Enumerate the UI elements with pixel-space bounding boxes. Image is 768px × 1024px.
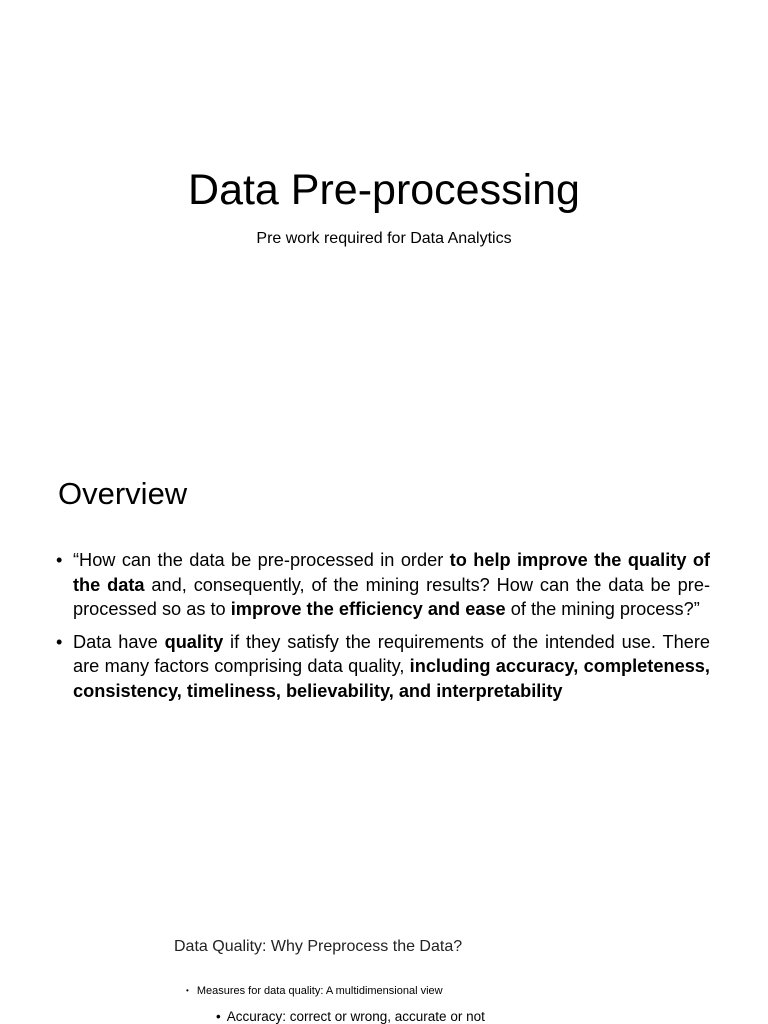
slide-title-heading: Data Pre-processing [188,166,580,214]
slide-subtitle: Pre work required for Data Analytics [256,230,512,247]
slide-data-quality [0,864,768,1024]
bullet-1-bold-a: to help improve the quality of the data [73,550,710,595]
bullet-1-text-c: of the mining process?” [505,599,700,619]
overview-bullet-1 [56,548,710,622]
data-quality-bullet-level1 [186,985,443,997]
level1-text: Measures for data quality: A multidimensional view [196,985,443,997]
bullet-2-bold-b: including accuracy, completeness, consistency, timeliness, believability, and interpretability [73,656,710,701]
slide-overview [0,432,768,864]
overview-bullet-list [56,548,710,711]
bullet-2-bold-a: quality [164,631,224,652]
bullet-1-text-a: “How can the data be pre-processed in order [73,550,450,570]
data-quality-heading: Data Quality: Why Preprocess the Data? [174,938,463,955]
bullet-2-text-b: if they satisfy the requirements of the intended use. There are many factors comprising data quality, [73,631,711,676]
bullet-dot-icon: • [56,631,63,652]
level2-text: Accuracy: correct or wrong, accurate or not [226,1009,485,1024]
bullet-1-bold-b: improve the efficiency and ease [230,599,506,619]
bullet-2-text-a: Data have [73,631,165,652]
overview-heading: Overview [58,476,188,511]
overview-bullet-2 [56,630,710,704]
data-quality-bullet-level2 [216,1009,485,1024]
bullet-1-text-b: and, consequently, of the mining results? How can the data be pre-processed so as to [73,574,711,619]
bullet-dot-icon: • [56,550,63,570]
bullet-dot-icon: • [186,986,189,995]
bullet-dot-icon: • [216,1009,221,1024]
slide-title [0,0,768,432]
